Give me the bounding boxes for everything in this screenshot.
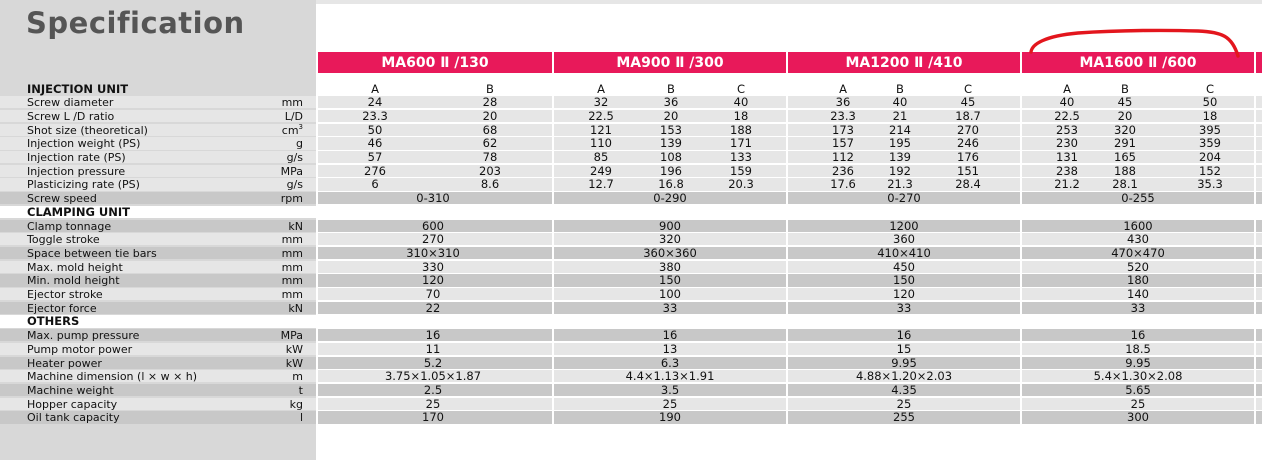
row-label: Screw L /D ratio bbox=[27, 109, 115, 123]
row-label: Max. pump pressure bbox=[27, 329, 140, 343]
table-cell: 246 bbox=[957, 136, 979, 151]
table-cell: 9.95 bbox=[891, 355, 917, 370]
table-cell: B bbox=[667, 81, 675, 96]
table-cell: B bbox=[486, 81, 494, 96]
table-cell: 159 bbox=[730, 163, 752, 178]
table-cell: 0-310 bbox=[416, 191, 450, 206]
table-cell: 150 bbox=[659, 273, 681, 288]
table-cell: 360 bbox=[893, 232, 915, 247]
table-cell: 176 bbox=[957, 150, 979, 164]
table-cell: 62 bbox=[482, 136, 498, 151]
row-unit: l bbox=[299, 411, 303, 425]
table-cell: 40 bbox=[892, 95, 908, 110]
row-label: Machine weight bbox=[27, 383, 114, 397]
table-cell: 1600 bbox=[1123, 218, 1153, 233]
model-header-2: MA900 Ⅱ /300 bbox=[554, 52, 786, 73]
table-cell: 3.75×1.05×1.87 bbox=[384, 369, 482, 384]
table-cell: 5.65 bbox=[1125, 382, 1151, 397]
table-cell: 15 bbox=[896, 341, 912, 356]
row-unit: g/s bbox=[286, 178, 303, 192]
row-label: Injection weight (PS) bbox=[27, 137, 141, 151]
table-cell: B bbox=[1121, 81, 1129, 96]
table-cell: 255 bbox=[893, 410, 915, 425]
table-cell: 16 bbox=[662, 328, 678, 343]
table-cell: 21.3 bbox=[887, 177, 913, 192]
row-label: Ejector force bbox=[27, 301, 97, 315]
table-cell: 153 bbox=[660, 122, 682, 137]
table-cell: A bbox=[371, 81, 379, 96]
table-cell: 0-290 bbox=[653, 191, 687, 206]
table-cell: 188 bbox=[730, 122, 752, 137]
table-cell: 360×360 bbox=[643, 245, 697, 260]
table-cell: 270 bbox=[422, 232, 444, 247]
table-cell: 18.5 bbox=[1125, 341, 1151, 356]
row-unit: kW bbox=[285, 342, 303, 356]
table-cell: 310×310 bbox=[406, 245, 460, 260]
table-cell: 100 bbox=[659, 287, 681, 301]
table-cell: C bbox=[1205, 81, 1215, 96]
row-unit: m bbox=[292, 370, 303, 384]
table-cell: 25 bbox=[896, 396, 912, 411]
row-label: Space between tie bars bbox=[27, 246, 157, 260]
table-cell: 20 bbox=[482, 108, 498, 123]
table-cell: C bbox=[963, 81, 973, 96]
table-cell: 3.5 bbox=[660, 382, 680, 397]
table-cell: 600 bbox=[422, 218, 444, 233]
table-cell: 25 bbox=[1130, 396, 1146, 411]
table-cell: 900 bbox=[659, 218, 681, 233]
table-cell: 16 bbox=[1130, 328, 1146, 343]
table-cell: 40 bbox=[733, 95, 749, 110]
table-cell: 28.4 bbox=[955, 177, 981, 192]
table-cell: 18 bbox=[1202, 108, 1218, 123]
table-cell: 35.3 bbox=[1197, 177, 1223, 192]
table-cell: 23.3 bbox=[362, 108, 388, 123]
table-cell: 171 bbox=[730, 136, 752, 151]
table-cell: 16.8 bbox=[658, 177, 684, 192]
table-cell: 70 bbox=[425, 287, 441, 301]
table-cell: 20 bbox=[663, 108, 679, 123]
row-unit: rpm bbox=[280, 192, 303, 206]
table-cell: 16 bbox=[896, 328, 912, 343]
row-unit: mm bbox=[281, 233, 303, 247]
table-cell: 170 bbox=[422, 410, 444, 425]
row-unit: mm bbox=[281, 246, 303, 260]
table-cell: B bbox=[896, 81, 904, 96]
table-cell: 291 bbox=[1114, 136, 1136, 151]
table-cell: 1200 bbox=[889, 218, 919, 233]
table-cell: 0-255 bbox=[1121, 191, 1155, 206]
table-cell: 151 bbox=[957, 163, 979, 178]
row-unit: mm bbox=[281, 96, 303, 110]
table-cell: 2.5 bbox=[423, 382, 443, 397]
table-cell: 238 bbox=[1056, 163, 1078, 178]
table-cell: 249 bbox=[590, 163, 612, 178]
table-cell: 5.4×1.30×2.08 bbox=[1093, 369, 1183, 384]
row-label: Machine dimension (l × w × h) bbox=[27, 370, 198, 384]
table-cell: 6.3 bbox=[660, 355, 680, 370]
table-cell: 300 bbox=[1127, 410, 1149, 425]
table-cell: 410×410 bbox=[877, 245, 931, 260]
table-cell: 16 bbox=[425, 328, 441, 343]
table-cell: 470×470 bbox=[1111, 245, 1165, 260]
table-cell: 253 bbox=[1056, 122, 1078, 137]
table-cell: A bbox=[597, 81, 605, 96]
row-label: Toggle stroke bbox=[27, 233, 100, 247]
row-label: Injection rate (PS) bbox=[27, 151, 126, 164]
table-cell: 430 bbox=[1127, 232, 1149, 247]
table-cell: 195 bbox=[889, 136, 911, 151]
row-unit: kW bbox=[285, 356, 303, 370]
row-unit: mm bbox=[281, 260, 303, 274]
table-cell: 50 bbox=[367, 122, 383, 137]
row-unit: kg bbox=[289, 397, 303, 411]
row-unit: kN bbox=[288, 301, 303, 315]
table-cell: 236 bbox=[832, 163, 854, 178]
table-cell: 152 bbox=[1199, 163, 1221, 178]
row-label: Shot size (theoretical) bbox=[27, 123, 148, 137]
table-cell: 165 bbox=[1114, 150, 1136, 164]
table-cell: 108 bbox=[660, 150, 682, 164]
table-cell: 4.4×1.13×1.91 bbox=[625, 369, 715, 384]
table-cell: 320 bbox=[659, 232, 681, 247]
table-cell: 24 bbox=[367, 95, 383, 110]
row-label: Clamp tonnage bbox=[27, 219, 112, 233]
row-label: Heater power bbox=[27, 356, 102, 370]
table-cell: 4.88×1.20×2.03 bbox=[855, 369, 953, 384]
section-heading: OTHERS bbox=[27, 314, 80, 329]
table-cell: 20.3 bbox=[728, 177, 754, 192]
row-unit: g bbox=[296, 137, 303, 151]
table-cell: 120 bbox=[422, 273, 444, 288]
table-cell: 196 bbox=[660, 163, 682, 178]
table-cell: 9.95 bbox=[1125, 355, 1151, 370]
table-cell: 36 bbox=[663, 95, 679, 110]
table-cell: 57 bbox=[367, 150, 383, 164]
table-cell: 395 bbox=[1199, 122, 1221, 137]
table-cell: 157 bbox=[832, 136, 854, 151]
table-cell: 8.6 bbox=[480, 177, 500, 192]
row-label: Hopper capacity bbox=[27, 397, 118, 411]
row-label: Min. mold height bbox=[27, 274, 120, 288]
table-cell: 13 bbox=[662, 341, 678, 356]
table-cell: 78 bbox=[482, 150, 498, 164]
table-cell: 28 bbox=[482, 95, 498, 110]
table-cell: 330 bbox=[422, 259, 444, 274]
table-cell: 320 bbox=[1114, 122, 1136, 137]
model-header-4: MA1600 Ⅱ /600 bbox=[1022, 52, 1254, 73]
table-cell: 18 bbox=[733, 108, 749, 123]
table-cell: 23.3 bbox=[830, 108, 856, 123]
row-unit: MPa bbox=[280, 164, 303, 178]
row-label: Max. mold height bbox=[27, 260, 123, 274]
row-label: Plasticizing rate (PS) bbox=[27, 178, 140, 192]
annotation-stroke bbox=[1031, 30, 1238, 56]
table-cell: 140 bbox=[1127, 287, 1149, 301]
table-cell: 22 bbox=[425, 300, 441, 315]
table-cell: 380 bbox=[659, 259, 681, 274]
table-cell: 25 bbox=[662, 396, 678, 411]
row-label: Screw speed bbox=[27, 192, 97, 206]
table-cell: 133 bbox=[730, 150, 752, 164]
section-heading: INJECTION UNIT bbox=[27, 81, 129, 96]
table-cell: 32 bbox=[593, 95, 609, 110]
row-label: Ejector stroke bbox=[27, 288, 103, 301]
table-cell: 112 bbox=[832, 150, 854, 164]
table-cell: 33 bbox=[896, 300, 912, 315]
row-unit: $cm^3$ bbox=[281, 122, 303, 137]
page-title: Specification bbox=[26, 6, 245, 40]
table-cell: A bbox=[1063, 81, 1071, 96]
row-label: Oil tank capacity bbox=[27, 411, 120, 425]
table-cell: 22.5 bbox=[588, 108, 614, 123]
table-cell: 173 bbox=[832, 122, 854, 137]
row-unit: t bbox=[298, 383, 303, 397]
table-cell: 204 bbox=[1199, 150, 1221, 164]
table-cell: 450 bbox=[893, 259, 915, 274]
table-cell: 190 bbox=[659, 410, 681, 425]
row-unit: MPa bbox=[280, 329, 303, 343]
row-label: Pump motor power bbox=[27, 342, 133, 356]
table-cell: A bbox=[839, 81, 847, 96]
table-cell: 21 bbox=[892, 108, 908, 123]
table-cell: 45 bbox=[960, 95, 976, 110]
table-cell: 45 bbox=[1117, 95, 1133, 110]
table-cell: 150 bbox=[893, 273, 915, 288]
table-cell: 12.7 bbox=[588, 177, 614, 192]
table-cell: 270 bbox=[957, 122, 979, 137]
section-heading: CLAMPING UNIT bbox=[27, 204, 130, 219]
table-cell: 180 bbox=[1127, 273, 1149, 288]
table-cell: 33 bbox=[1130, 300, 1146, 315]
table-cell: 121 bbox=[590, 122, 612, 137]
table-cell: 21.2 bbox=[1054, 177, 1080, 192]
table-cell: 230 bbox=[1056, 136, 1078, 151]
row-unit: L/D bbox=[284, 109, 303, 123]
table-cell: 131 bbox=[1056, 150, 1078, 164]
table-cell: 139 bbox=[889, 150, 911, 164]
table-cell: 520 bbox=[1127, 259, 1149, 274]
model-header-1: MA600 Ⅱ /130 bbox=[318, 52, 552, 73]
table-cell: 214 bbox=[889, 122, 911, 137]
table-cell: 20 bbox=[1117, 108, 1133, 123]
table-cell: 46 bbox=[367, 136, 383, 151]
table-cell: 5.2 bbox=[423, 355, 443, 370]
table-cell: 110 bbox=[590, 136, 612, 151]
table-cell: 276 bbox=[364, 163, 386, 178]
table-cell: 4.35 bbox=[891, 382, 917, 397]
row-unit: g/s bbox=[286, 151, 303, 164]
table-cell: 33 bbox=[662, 300, 678, 315]
table-cell: 18.7 bbox=[955, 108, 981, 123]
table-cell: 28.1 bbox=[1112, 177, 1138, 192]
table-cell: 120 bbox=[893, 287, 915, 301]
table-cell: 203 bbox=[479, 163, 501, 178]
row-label: Screw diameter bbox=[27, 96, 114, 110]
table-cell: 359 bbox=[1199, 136, 1221, 151]
row-label: Injection pressure bbox=[27, 164, 126, 178]
table-cell: 40 bbox=[1059, 95, 1075, 110]
table-cell: 36 bbox=[835, 95, 851, 110]
table-cell: 139 bbox=[660, 136, 682, 151]
table-cell: 188 bbox=[1114, 163, 1136, 178]
row-unit: mm bbox=[281, 288, 303, 301]
table-cell: 6 bbox=[371, 177, 379, 192]
table-cell: 0-270 bbox=[887, 191, 921, 206]
model-header-3: MA1200 Ⅱ /410 bbox=[788, 52, 1020, 73]
row-unit: kN bbox=[288, 219, 303, 233]
table-cell: 50 bbox=[1202, 95, 1218, 110]
table-cell: C bbox=[736, 81, 746, 96]
table-cell: 25 bbox=[425, 396, 441, 411]
table-cell: 11 bbox=[425, 341, 441, 356]
table-cell: 85 bbox=[593, 150, 609, 164]
table-cell: 192 bbox=[889, 163, 911, 178]
row-unit: mm bbox=[281, 274, 303, 288]
table-cell: 17.6 bbox=[830, 177, 856, 192]
table-cell: 22.5 bbox=[1054, 108, 1080, 123]
table-cell: 68 bbox=[482, 122, 498, 137]
